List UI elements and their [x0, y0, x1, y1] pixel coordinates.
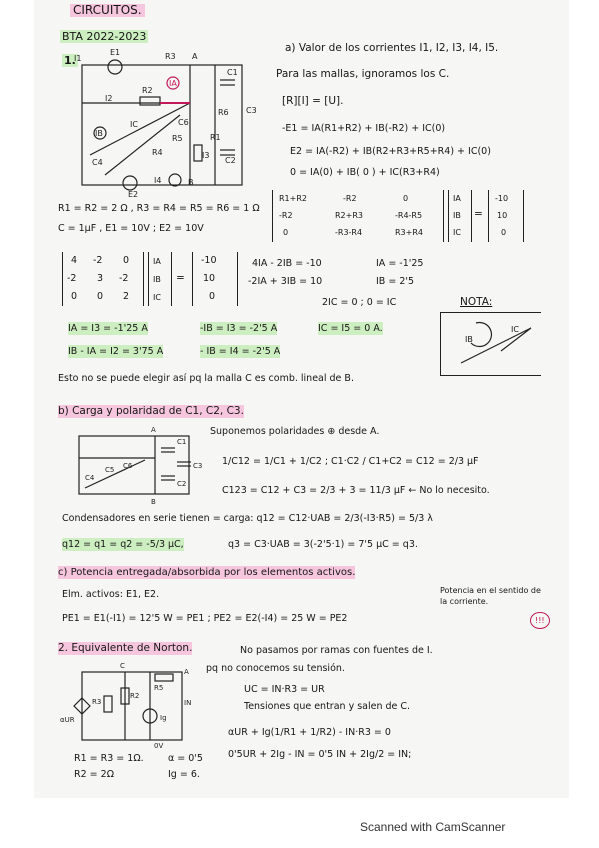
- label-c2: C2: [225, 156, 236, 165]
- norton-values-1: R1 = R3 = 1Ω.: [74, 753, 144, 764]
- label-e2: E2: [128, 190, 139, 199]
- system-eq-3: 2IC = 0 ; 0 = IC: [322, 297, 397, 308]
- loop-eq-1: -E1 = IA(R1+R2) + IB(-R2) + IC(0): [282, 123, 446, 134]
- matrix-eq: [R][I] = [U].: [282, 95, 344, 107]
- charge-q12: q12 = q1 = q2 = -5/3 μC,: [62, 539, 184, 550]
- result-ic: IC = I5 = 0 A.: [318, 323, 383, 334]
- symbolic-matrix: [272, 190, 444, 242]
- equals: =: [474, 208, 483, 220]
- part-b-title: b) Carga y polaridad de C1, C2, C3.: [58, 405, 244, 417]
- m-cell: 0: [283, 228, 289, 237]
- norton-values-4: Ig = 6.: [168, 769, 200, 780]
- loop-eq-3: 0 = IA(0) + IB( 0 ) + IC(R3+R4): [290, 167, 440, 178]
- unknown: IA: [453, 194, 461, 203]
- b-label-b: B: [151, 498, 156, 506]
- unknown: IB: [453, 211, 461, 220]
- label-c3: C3: [246, 106, 257, 115]
- nota-diagram: [441, 313, 541, 375]
- part-c-title: c) Potencia entregada/absorbida por los elementos activos.: [58, 567, 356, 578]
- norton-eq-2: 0'5UR + 2Ig - IN = 0'5 IN + 2Ig/2 = IN;: [228, 749, 412, 760]
- series-charge-note: Condensadores en serie tienen = carga: q12 = C12·UAB = 2/3(-I3·R5) = 5/3 λ: [62, 513, 433, 524]
- label-r3: R3: [165, 52, 176, 61]
- numeric-unknowns: [148, 252, 172, 306]
- values-line-1: R1 = R2 = 2 Ω , R3 = R4 = R5 = R6 = 1 Ω: [58, 203, 260, 214]
- n-cell: 0: [97, 291, 104, 302]
- m-cell: 0: [403, 194, 409, 203]
- values-line-2: C = 1μF , E1 = 10V ; E2 = 10V: [58, 223, 204, 234]
- result-i4: - IB = I4 = -2'5 A: [200, 346, 281, 357]
- label-e1: E1: [110, 48, 121, 57]
- rhs-value: 0: [501, 228, 507, 237]
- norton-values-3: α = 0'5: [168, 753, 203, 764]
- label-ib: IB: [95, 129, 103, 138]
- b-label-c6: C6: [123, 462, 133, 470]
- active-elements: Elm. activos: E1, E2.: [62, 589, 160, 600]
- label-i1: I1: [74, 54, 82, 63]
- result-i2: IB - IA = I2 = 3'75 A: [68, 346, 164, 357]
- rhs-value: 10: [497, 211, 508, 220]
- n-cell: -2: [93, 255, 103, 266]
- b-label-c5: C5: [105, 466, 115, 474]
- b-label-c2: C2: [177, 480, 187, 488]
- label-r1: R1: [210, 133, 221, 142]
- remark: Esto no se puede elegir así pq la malla C es comb. lineal de B.: [58, 373, 354, 384]
- unknown: IC: [453, 228, 461, 237]
- b-label-c4: C4: [85, 474, 95, 482]
- circuit-diagram-2: [75, 428, 205, 508]
- page-title: CIRCUITOS.: [70, 4, 145, 17]
- equals: =: [176, 272, 185, 284]
- polarity-assumption: Suponemos polaridades ⊕ desde A.: [210, 426, 380, 437]
- norton-note-2: pq no conocemos su tensión.: [206, 663, 345, 674]
- b-label-a: A: [151, 426, 156, 434]
- label-a: A: [192, 52, 198, 61]
- label-r5: R5: [172, 134, 183, 143]
- norton-values-2: R2 = 2Ω: [74, 769, 114, 780]
- m-cell: -R2: [343, 194, 357, 203]
- part-2-title: 2. Equivalente de Norton.: [58, 642, 193, 654]
- nota-box: [440, 312, 541, 376]
- label-b: B: [188, 178, 194, 187]
- n-cell: 3: [97, 273, 104, 284]
- n-cell: 0: [123, 255, 130, 266]
- power-line: PE1 = E1(-I1) = 12'5 W = PE1 ; PE2 = E2(-I4) = 25 W = PE2: [62, 613, 348, 624]
- n-label-r2: R2: [130, 692, 140, 700]
- label-i2: I2: [105, 94, 113, 103]
- uc-line: UC = IN·R3 = UR: [244, 684, 325, 695]
- rhs-value: -10: [201, 255, 217, 266]
- symbolic-unknowns: [448, 190, 472, 242]
- m-cell: R1+R2: [279, 194, 307, 203]
- emphasis-circle: !!!: [530, 612, 550, 629]
- solution-ia: IA = -1'25: [376, 258, 424, 269]
- charge-q3: q3 = C3·UAB = 3(-2'5·1) = 7'5 μC = q3.: [228, 539, 418, 550]
- n-label-ig: Ig: [160, 714, 167, 722]
- n-cell: 2: [123, 291, 130, 302]
- result-ia: IA = I3 = -1'25 A: [68, 323, 148, 334]
- label-ic: IC: [130, 120, 138, 129]
- n-cell: 4: [71, 255, 78, 266]
- n-cell: 0: [71, 291, 78, 302]
- n-cell: -2: [119, 273, 129, 284]
- unknown: IA: [153, 257, 161, 266]
- label-r4: R4: [152, 148, 163, 157]
- series-capacitance-eq: 1/C12 = 1/C1 + 1/C2 ; C1·C2 / C1+C2 = C12 = 2/3 μF: [222, 456, 479, 467]
- b-label-c1: C1: [177, 438, 187, 446]
- part-a-title: a) Valor de los corrientes I1, I2, I3, I4, I5.: [285, 42, 499, 54]
- b-label-c3: C3: [193, 462, 203, 470]
- numeric-rhs: [192, 252, 238, 306]
- circuit-diagram-1: [70, 48, 275, 199]
- scanner-footer: Scanned with CamScanner: [360, 820, 506, 834]
- m-cell: R3+R4: [395, 228, 423, 237]
- n-label-c: C: [120, 662, 125, 670]
- unknown: IB: [153, 275, 161, 284]
- n-label-aur: αUR: [60, 716, 75, 724]
- system-eq-2: -2IA + 3IB = 10: [248, 276, 323, 287]
- label-c1: C1: [227, 68, 238, 77]
- result-ib: -IB = I3 = -2'5 A: [200, 323, 278, 334]
- rhs-value: -10: [495, 194, 509, 203]
- unknown: IC: [153, 293, 161, 302]
- rhs-value: 0: [209, 291, 216, 302]
- norton-eq-1: αUR + Ig(1/R1 + 1/R2) - IN·R3 = 0: [228, 727, 391, 738]
- tension-note: Tensiones que entran y salen de C.: [244, 701, 411, 712]
- symbolic-rhs: [488, 190, 524, 242]
- system-eq-1: 4IA - 2IB = -10: [252, 258, 322, 269]
- n-label-r5: R5: [154, 684, 164, 692]
- m-cell: R2+R3: [335, 211, 363, 220]
- sense-note: Potencia en el sentido de la corriente.: [440, 586, 541, 606]
- label-c6: C6: [178, 118, 189, 127]
- label-i3: I3: [202, 151, 210, 160]
- problem-number: 1.: [64, 54, 76, 67]
- nota-label: NOTA:: [460, 296, 493, 308]
- nota-ib: IB: [465, 335, 473, 344]
- m-cell: -R2: [279, 211, 293, 220]
- numeric-matrix: [62, 252, 144, 306]
- label-ia: IA: [169, 79, 177, 88]
- n-label-ov: 0V: [154, 742, 164, 750]
- n-label-in: IN: [184, 699, 192, 707]
- norton-note-1: No pasamos por ramas con fuentes de I.: [240, 645, 433, 656]
- nota-ic: IC: [511, 325, 519, 334]
- circuit-diagram-3: [60, 660, 200, 750]
- loops-note: Para las mallas, ignoramos los C.: [276, 68, 450, 80]
- label-r2: R2: [142, 86, 153, 95]
- solution-ib: IB = 2'5: [376, 276, 415, 287]
- n-label-r3: R3: [92, 698, 102, 706]
- label-c4: C4: [92, 158, 103, 167]
- loop-eq-2: E2 = IA(-R2) + IB(R2+R3+R5+R4) + IC(0): [290, 146, 491, 157]
- m-cell: -R4-R5: [395, 211, 423, 220]
- rhs-value: 10: [203, 273, 216, 284]
- page-subtitle: BTA 2022-2023: [62, 30, 147, 43]
- n-cell: -2: [67, 273, 77, 284]
- label-i4: I4: [154, 176, 162, 185]
- n-label-a: A: [184, 668, 189, 676]
- m-cell: -R3-R4: [335, 228, 363, 237]
- label-r6: R6: [218, 108, 229, 117]
- total-capacitance-eq: C123 = C12 + C3 = 2/3 + 3 = 11/3 μF ← No lo necesito.: [222, 485, 490, 496]
